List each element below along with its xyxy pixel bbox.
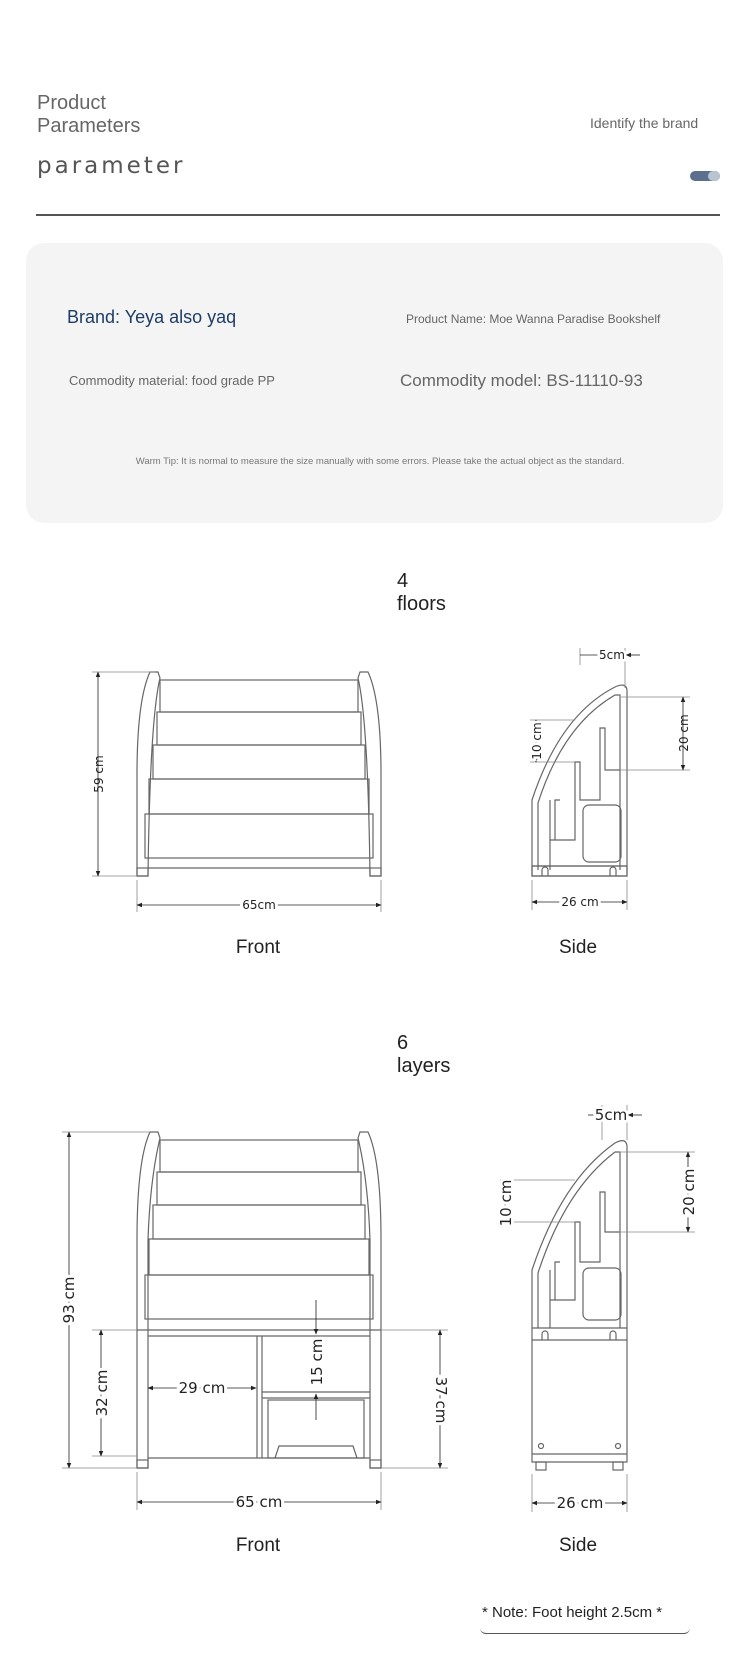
foot-height-note: * Note: Foot height 2.5cm *	[482, 1604, 663, 1621]
four-floors-side-drawing	[532, 685, 627, 876]
four-floors-side-upper-label: 20 cm	[677, 714, 691, 752]
six-layers-front-cubby-width-label: 29 cm	[178, 1379, 226, 1397]
six-layers-front-dimensions	[62, 1132, 448, 1510]
six-layers-side-drawing	[532, 1141, 627, 1470]
six-layers-heading: 6 layers	[397, 1032, 451, 1077]
four-floors-side-caption: Side	[558, 937, 598, 958]
product-name-text: Product Name: Moe Wanna Paradise Bookshelf	[406, 312, 661, 326]
four-floors-front-width-label: 65cm	[242, 898, 276, 912]
four-floors-heading: 4 floors	[397, 570, 446, 615]
six-layers-side-depth-label: 26 cm	[556, 1494, 604, 1512]
six-layers-side-step-label: 10 cm	[497, 1179, 515, 1227]
four-floors-side-top-label: 5cm	[599, 648, 625, 662]
six-layers-side-caption: Side	[558, 1535, 598, 1556]
page-subtitle: parameter	[37, 153, 186, 179]
four-floors-front-dimensions	[92, 672, 381, 912]
six-layers-front-width-label: 65 cm	[235, 1493, 283, 1511]
six-layers-front-cubby-height-label: 15 cm	[308, 1338, 326, 1386]
six-layers-side-upper-label: 20 cm	[680, 1168, 698, 1216]
six-layers-side-top-label: 5cm	[594, 1106, 628, 1124]
four-floors-front-caption: Front	[235, 937, 281, 958]
six-layers-front-caption: Front	[235, 1535, 281, 1556]
brand-text: Brand: Yeya also yaq	[67, 307, 237, 327]
four-floors-front-height-label: 59 cm	[92, 755, 106, 793]
six-layers-front-lower-label: 32 cm	[93, 1369, 111, 1417]
model-text: Commodity model: BS-11110-93	[400, 371, 643, 390]
six-layers-front-height-label: 93 cm	[60, 1276, 78, 1324]
six-layers-side-dimensions	[500, 1105, 695, 1512]
six-layers-front-base-height-label: 37 cm	[432, 1376, 450, 1424]
identify-brand-label: Identify the brand	[590, 115, 699, 131]
four-floors-side-depth-label: 26 cm	[561, 895, 599, 909]
four-floors-front-drawing	[137, 672, 381, 876]
page-title: Product Parameters	[37, 92, 141, 137]
warm-tip-text: Warm Tip: It is normal to measure the size manually with some errors. Please take the actual object as the standard.	[135, 456, 625, 467]
four-floors-side-step-label: 10 cm	[530, 722, 544, 760]
six-layers-front-drawing	[137, 1132, 381, 1468]
material-text: Commodity material: food grade PP	[69, 373, 275, 388]
